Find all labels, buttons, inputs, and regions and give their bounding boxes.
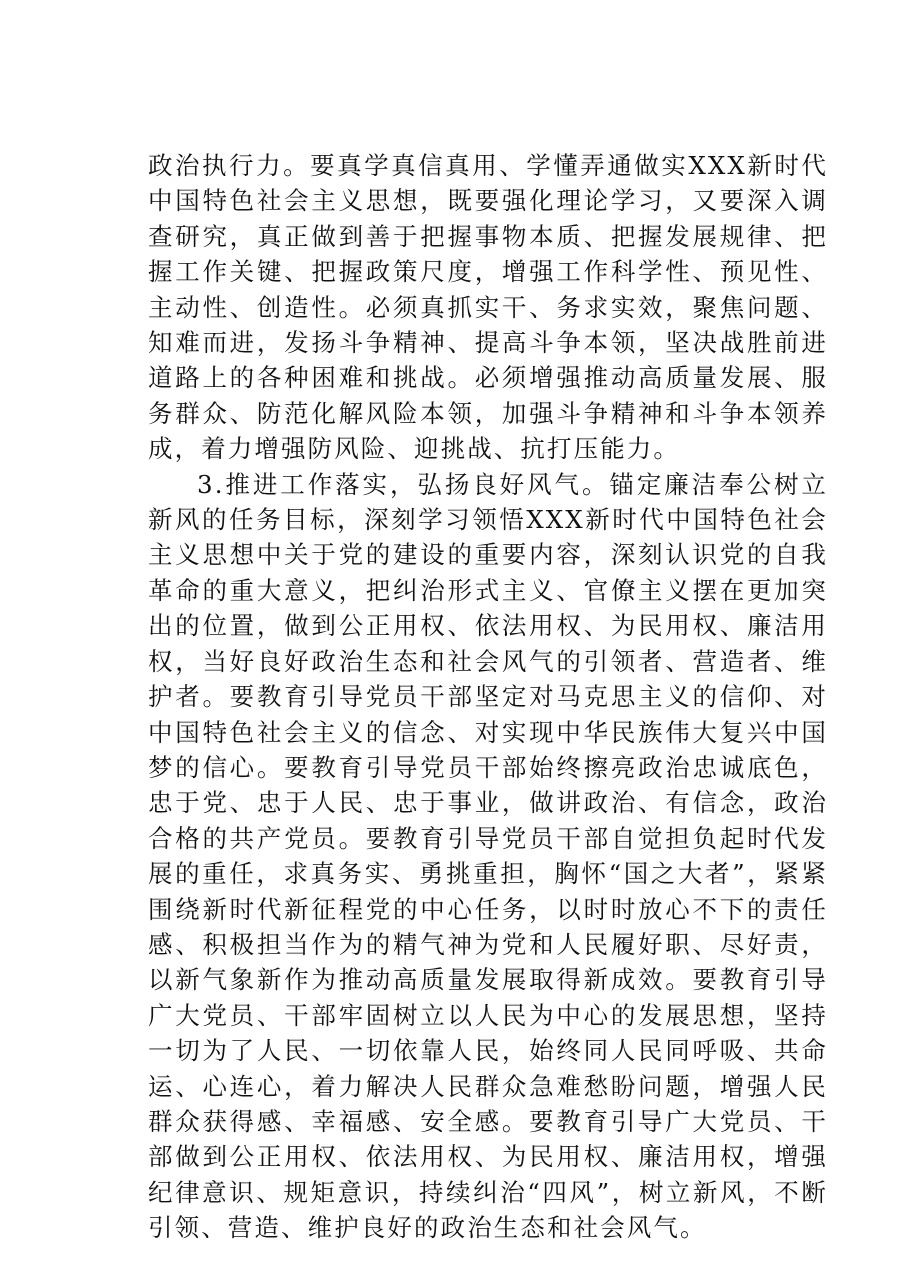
- document-body: [148, 148, 828, 1246]
- paragraph-work-implementation: 3.推进工作落实，弘扬良好风气。锚定廉洁奉公树立新风的任务目标，深刻学习领悟XXX新时代中国特色社会主义思想中关于党的建设的重要内容，深刻认识党的自我革命的重大意义，把纠治形式主义、官僚主义摆在更加突出的位置，做到公正用权、依法用权、为民用权、廉洁用权，当好良好政治生态和社会风气的引领者、营造者、维护者。要教育引导党员干部坚定对马克思主义的信仰、对中国特色社会主义的信念、对实现中华民族伟大复兴中国梦的信心。要教育引导党员干部始终擦亮政治忠诚底色，忠于党、忠于人民、忠于事业，做讲政治、有信念，政治合格的共产党员。要教育引导党员干部自觉担负起时代发展的重任，求真务实、勇挑重担，胸怀“国之大者”，紧紧围绕新时代新征程党的中心任务，以时时放心不下的责任感、积极担当作为的精气神为党和人民履好职、尽好责，以新气象新作为推动高质量发展取得新成效。要教育引导广大党员、干部牢固树立以人民为中心的发展思想，坚持一切为了人民、一切依靠人民，始终同人民同呼吸、共命运、心连心，着力解决人民群众急难愁盼问题，增强人民群众获得感、幸福感、安全感。要教育引导广大党员、干部做到公正用权、依法用权、为民用权、廉洁用权，增强纪律意识、规矩意识，持续纠治“四风”，树立新风，不断引领、营造、维护良好的政治生态和社会风气。: [148, 469, 828, 1243]
- paragraph-political-execution: 政治执行力。要真学真信真用、学懂弄通做实XXX新时代中国特色社会主义思想，既要强化理论学习，又要深入调查研究，真正做到善于把握事物本质、把握发展规律、把握工作关键、把握政策尺度，增强工作科学性、预见性、主动性、创造性。必须真抓实干、务求实效，聚焦问题、知难而进，发扬斗争精神、提高斗争本领，坚决战胜前进道路上的各种困难和挑战。必须增强推动高质量发展、服务群众、防范化解风险本领，加强斗争精神和斗争本领养成，着力增强防风险、迎挑战、抗打压能力。: [148, 151, 828, 464]
